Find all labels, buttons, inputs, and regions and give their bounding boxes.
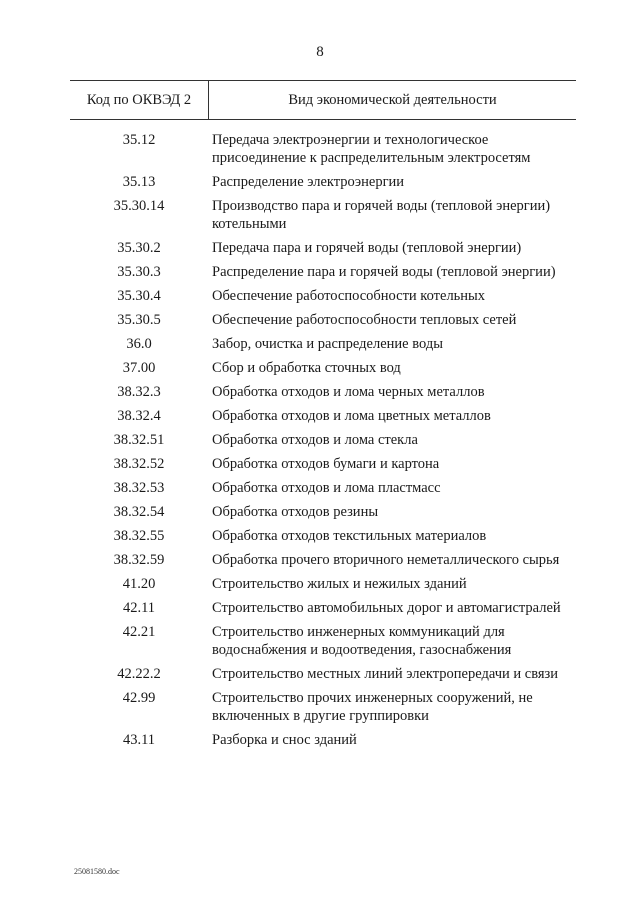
okved-code: 43.11 [122, 732, 156, 748]
footer-filename: 25081580.doc [74, 867, 120, 876]
activity-name: Строительство инженерных коммуникаций для водоснабжения и водоотведения, газоснабжения [212, 624, 512, 658]
header-name: Вид экономической деятельности [288, 91, 497, 108]
okved-code: 36.0 [126, 336, 152, 352]
table-row [70, 623, 576, 659]
okved-code: 38.32.3 [117, 384, 161, 400]
okved-code: 38.32.52 [113, 456, 165, 472]
activity-name: Передача пара и горячей воды (тепловой энергии) [212, 240, 522, 256]
okved-code: 42.21 [122, 624, 156, 640]
okved-code: 41.20 [122, 576, 156, 592]
okved-code: 38.32.59 [113, 552, 165, 568]
table-row [70, 197, 576, 233]
table-row [70, 527, 576, 545]
okved-code: 38.32.53 [113, 480, 165, 496]
activity-name: Строительство жилых и нежилых зданий [212, 576, 467, 592]
okved-code: 35.30.4 [117, 288, 161, 304]
table-row [70, 173, 576, 191]
table-row [70, 263, 576, 281]
activity-name: Обработка отходов бумаги и картона [212, 456, 440, 472]
table-row [70, 503, 576, 521]
activity-name: Распределение пара и горячей воды (тепловой энергии) [212, 264, 556, 280]
table-row [70, 335, 576, 353]
okved-table [70, 80, 576, 755]
table-row [70, 407, 576, 425]
activity-name: Обработка отходов и лома черных металлов [212, 384, 485, 400]
table-row [70, 599, 576, 617]
table-header [70, 80, 576, 120]
table-row [70, 689, 576, 725]
okved-code: 38.32.55 [113, 528, 165, 544]
activity-name: Разборка и снос зданий [212, 732, 357, 748]
okved-code: 35.30.5 [117, 312, 161, 328]
table-row [70, 311, 576, 329]
okved-code: 42.22.2 [117, 666, 161, 682]
activity-name: Строительство автомобильных дорог и автомагистралей [212, 600, 561, 616]
activity-name: Обеспечение работоспособности котельных [212, 288, 486, 304]
table-row [70, 383, 576, 401]
okved-code: 35.30.3 [117, 264, 161, 280]
table-row [70, 239, 576, 257]
activity-name: Сбор и обработка сточных вод [212, 360, 401, 376]
activity-name: Забор, очистка и распределение воды [212, 336, 443, 352]
table-row [70, 731, 576, 749]
okved-code: 35.13 [122, 174, 156, 190]
table-row [70, 131, 576, 167]
page-number: 8 [316, 44, 324, 60]
table-row [70, 575, 576, 593]
activity-name: Обработка отходов и лома цветных металлов [212, 408, 491, 424]
okved-code: 35.30.14 [113, 198, 165, 214]
table-row [70, 479, 576, 497]
table-row [70, 359, 576, 377]
table-row [70, 431, 576, 449]
okved-code: 38.32.54 [113, 504, 165, 520]
activity-name: Обработка отходов и лома пластмасс [212, 480, 441, 496]
table-row [70, 665, 576, 683]
activity-name: Производство пара и горячей воды (тепловой энергии) котельными [212, 198, 551, 232]
okved-code: 35.30.2 [117, 240, 161, 256]
activity-name: Обработка прочего вторичного неметаллического сырья [212, 552, 560, 568]
activity-name: Обеспечение работоспособности тепловых сетей [212, 312, 517, 328]
okved-code: 42.99 [122, 690, 156, 706]
okved-code: 38.32.4 [117, 408, 161, 424]
activity-name: Распределение электроэнергии [212, 174, 405, 190]
activity-name: Обработка отходов и лома стекла [212, 432, 418, 448]
table-body [70, 120, 576, 749]
header-code: Код по ОКВЭД 2 [70, 81, 209, 119]
activity-name: Обработка отходов текстильных материалов [212, 528, 487, 544]
table-row [70, 287, 576, 305]
table-row [70, 455, 576, 473]
activity-name: Обработка отходов резины [212, 504, 379, 520]
okved-code: 35.12 [122, 132, 156, 148]
table-row [70, 551, 576, 569]
activity-name: Передача электроэнергии и технологическое присоединение к распределительным электросетям [212, 132, 531, 166]
activity-name: Строительство прочих инженерных сооружений, не включенных в другие группировки [212, 690, 533, 724]
okved-code: 42.11 [122, 600, 156, 616]
activity-name: Строительство местных линий электропередачи и связи [212, 666, 559, 682]
okved-code: 38.32.51 [113, 432, 165, 448]
okved-code: 37.00 [122, 360, 156, 376]
